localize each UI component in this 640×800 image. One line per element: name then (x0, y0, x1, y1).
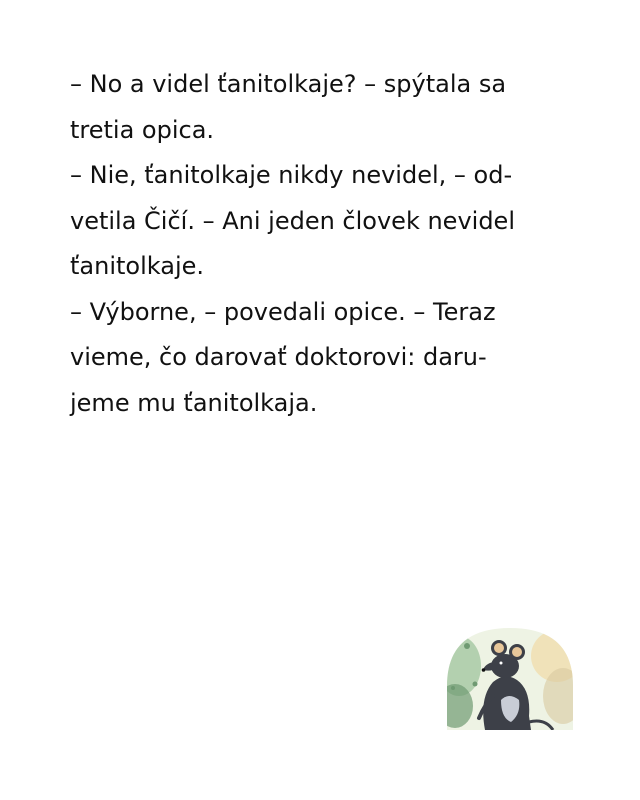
mouse-drawing (445, 626, 575, 730)
mouse-ear-right-inner (512, 647, 522, 657)
mouse-ear-left-inner (494, 643, 504, 653)
foliage-dot (473, 682, 478, 687)
mouse-eye (500, 662, 503, 665)
text-line-2: tretia opica. (70, 115, 215, 144)
text-line-5: ťanitolkaje. (70, 252, 205, 280)
story-text (70, 62, 570, 426)
text-line-7: vieme, čo darovať doktorovi: daru- (70, 343, 487, 371)
foliage-dot (464, 643, 470, 649)
mouse-illustration (445, 626, 575, 730)
text-line-6: – Výborne, – povedali opice. – Teraz (70, 297, 496, 326)
text-line-3: – Nie, ťanitolkaje nikdy nevidel, – od- (70, 161, 513, 189)
text-line-8: jeme mu ťanitolkaja. (70, 388, 318, 417)
text-line-4: vetila Čičí. – Ani jeden človek nevidel (70, 206, 515, 235)
text-line-1: – No a videl ťanitolkaje? – spýtala sa (70, 70, 507, 98)
mouse-nose (482, 668, 486, 672)
foliage-dot (451, 686, 455, 690)
